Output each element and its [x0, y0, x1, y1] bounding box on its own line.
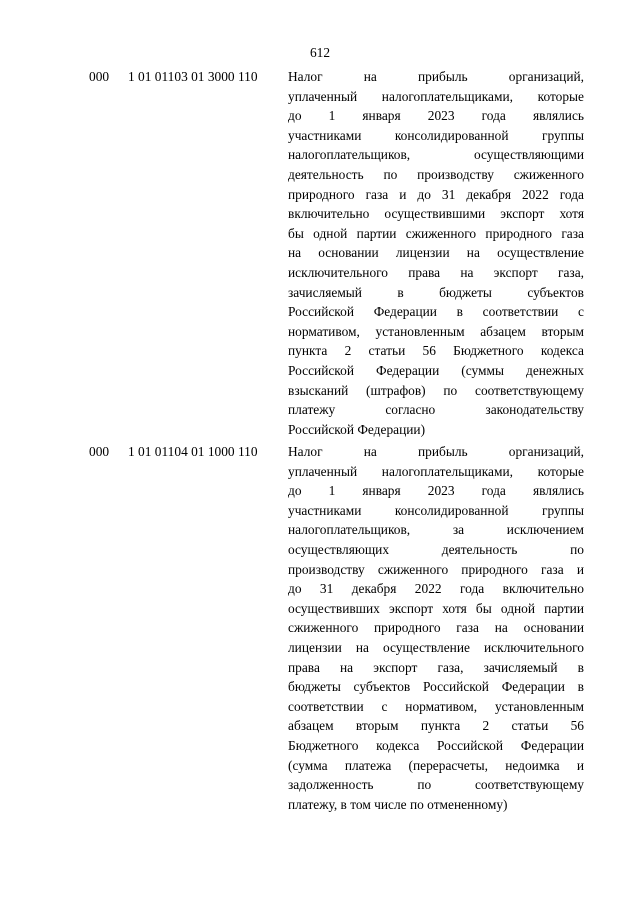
description-line: Российской Федерации в соответствии с: [288, 304, 584, 320]
description-line: до 1 января 2023 года являлись: [288, 108, 584, 124]
description-line: Российской Федерации (суммы денежных: [288, 362, 584, 378]
description-line: деятельность по производству сжиженного: [288, 166, 584, 182]
admin-code: 000: [89, 444, 110, 459]
description-line: на основании лицензии на осуществление: [288, 245, 584, 261]
description-line: права на экспорт газа, зачисляемый в: [288, 659, 584, 675]
description-line: участниками консолидированной группы: [288, 127, 584, 143]
description-line: бюджеты субъектов Российской Федерации в: [288, 679, 584, 695]
description-line: осуществляющих деятельность по: [288, 541, 584, 557]
description-line: (сумма платежа (перерасчеты, недоимка и: [288, 757, 584, 773]
description-line: производству сжиженного природного газа и: [288, 561, 584, 577]
description-line: бы одной партии сжиженного природного газа: [288, 225, 584, 241]
budget-classification-code: 1 01 01104 01 1000 110: [128, 444, 258, 459]
description-line: сжиженного природного газа на основании: [288, 620, 584, 636]
description-line: лицензии на осуществление исключительного: [288, 639, 584, 655]
budget-classification-code: 1 01 01103 01 3000 110: [128, 69, 258, 84]
description-line: природного газа и до 31 декабря 2022 года: [288, 186, 584, 202]
description-line: исключительного права на экспорт газа,: [288, 264, 584, 280]
description-line: уплаченный налогоплательщиками, которые: [288, 88, 584, 104]
description-line: задолженность по соответствующему: [288, 777, 584, 793]
description-line: взысканий (штрафов) по соответствующему: [288, 382, 584, 398]
description-line: налогоплательщиков, за исключением: [288, 522, 584, 538]
description-line: соответствии с нормативом, установленным: [288, 698, 584, 714]
description-line: нормативом, установленным абзацем вторым: [288, 323, 584, 339]
description-line: пункта 2 статьи 56 Бюджетного кодекса: [288, 343, 584, 359]
description-line: платежу, в том числе по отмененному): [288, 796, 508, 812]
description-line: включительно осуществившими экспорт хотя: [288, 206, 584, 222]
income-description: [288, 67, 584, 439]
description-line: Бюджетного кодекса Российской Федерации: [288, 737, 584, 753]
description-line: Российской Федерации): [288, 421, 426, 437]
description-line: до 1 января 2023 года являлись: [288, 483, 584, 499]
description-line: платежу согласно законодательству: [288, 402, 584, 418]
page-number: 612: [309, 45, 331, 60]
description-line: Налог на прибыль организаций,: [288, 444, 584, 459]
description-line: осуществивших экспорт хотя бы одной партии: [288, 600, 584, 616]
income-description: [288, 442, 584, 814]
description-line: Налог на прибыль организаций,: [288, 69, 584, 84]
description-line: участниками консолидированной группы: [288, 502, 584, 518]
description-line: абзацем вторым пункта 2 статьи 56: [288, 718, 584, 734]
description-line: уплаченный налогоплательщиками, которые: [288, 463, 584, 479]
admin-code: 000: [89, 69, 110, 84]
description-line: налогоплательщиков, осуществляющими: [288, 147, 584, 163]
description-line: зачисляемый в бюджеты субъектов: [288, 284, 584, 300]
description-line: до 31 декабря 2022 года включительно: [288, 581, 584, 597]
